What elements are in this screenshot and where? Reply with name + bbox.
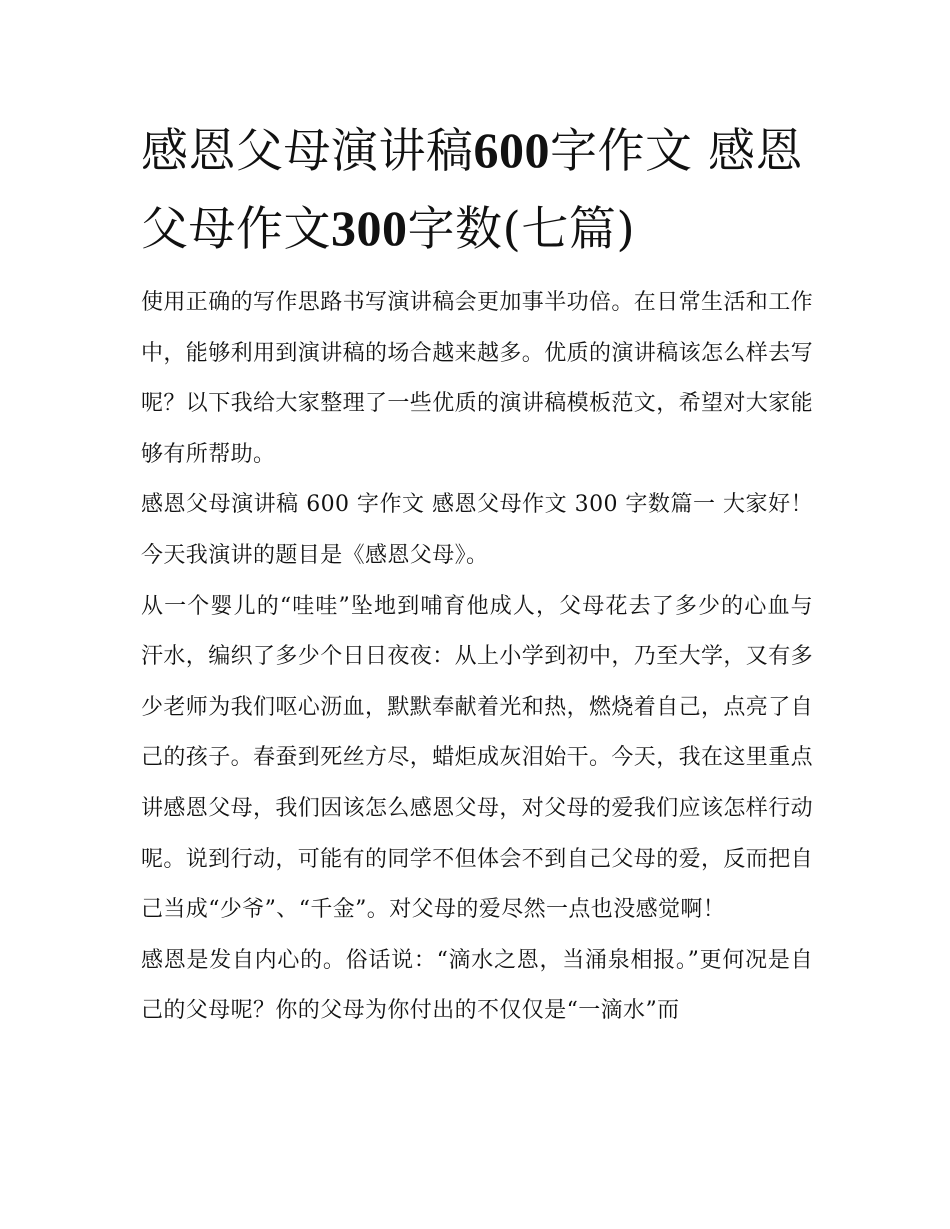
paragraph-body-2: 感恩是发自内心的。俗话说：“滴水之恩，当涌泉相报。”更何况是自己的父母呢？你的父母为你付出的不仅仅是“一滴水”而 xyxy=(141,947,813,1024)
title-number-1: 600 xyxy=(473,122,550,178)
document-title xyxy=(141,112,813,268)
title-text-2: 字作文 感恩父母作文 xyxy=(141,124,803,257)
document-page xyxy=(141,112,813,1037)
paragraph-heading-line: 感恩父母演讲稿 600 字作文 感恩父母作文 300 字数篇一 大家好！ 今天我演讲的题目是《感恩父母》。 xyxy=(141,492,813,568)
paragraph-body-1: 从一个婴儿的“哇哇”坠地到哺育他成人，父母花去了多少的心血与汗水，编织了多少个日日夜夜：从上小学到初中，乃至大学，又有多少老师为我们呕心沥血，默默奉献着光和热，燃烧着自己，点亮了自己的孩子。春蚕到死丝方尽，蜡炬成灰泪始干。今天，我在这里重点讲感恩父母，我们因该怎么感恩父母，对父母的爱我们应该怎样行动呢。说到行动，可能有的同学不但体会不到自己父母的爱，反而把自己当成“少爷”、“千金”。对父母的爱尽然一点也没感觉啊！ xyxy=(141,593,814,923)
title-text-3: 字数(七篇) xyxy=(407,202,636,257)
paragraph-intro: 使用正确的写作思路书写演讲稿会更加事半功倍。在日常生活和工作中，能够利用到演讲稿的场合越来越多。优质的演讲稿该怎么样去写呢？以下我给大家整理了一些优质的演讲稿模板范文，希望对大家能够有所帮助。 xyxy=(141,290,814,467)
title-number-2: 300 xyxy=(331,200,408,256)
title-text-1: 感恩父母演讲稿 xyxy=(141,124,474,179)
